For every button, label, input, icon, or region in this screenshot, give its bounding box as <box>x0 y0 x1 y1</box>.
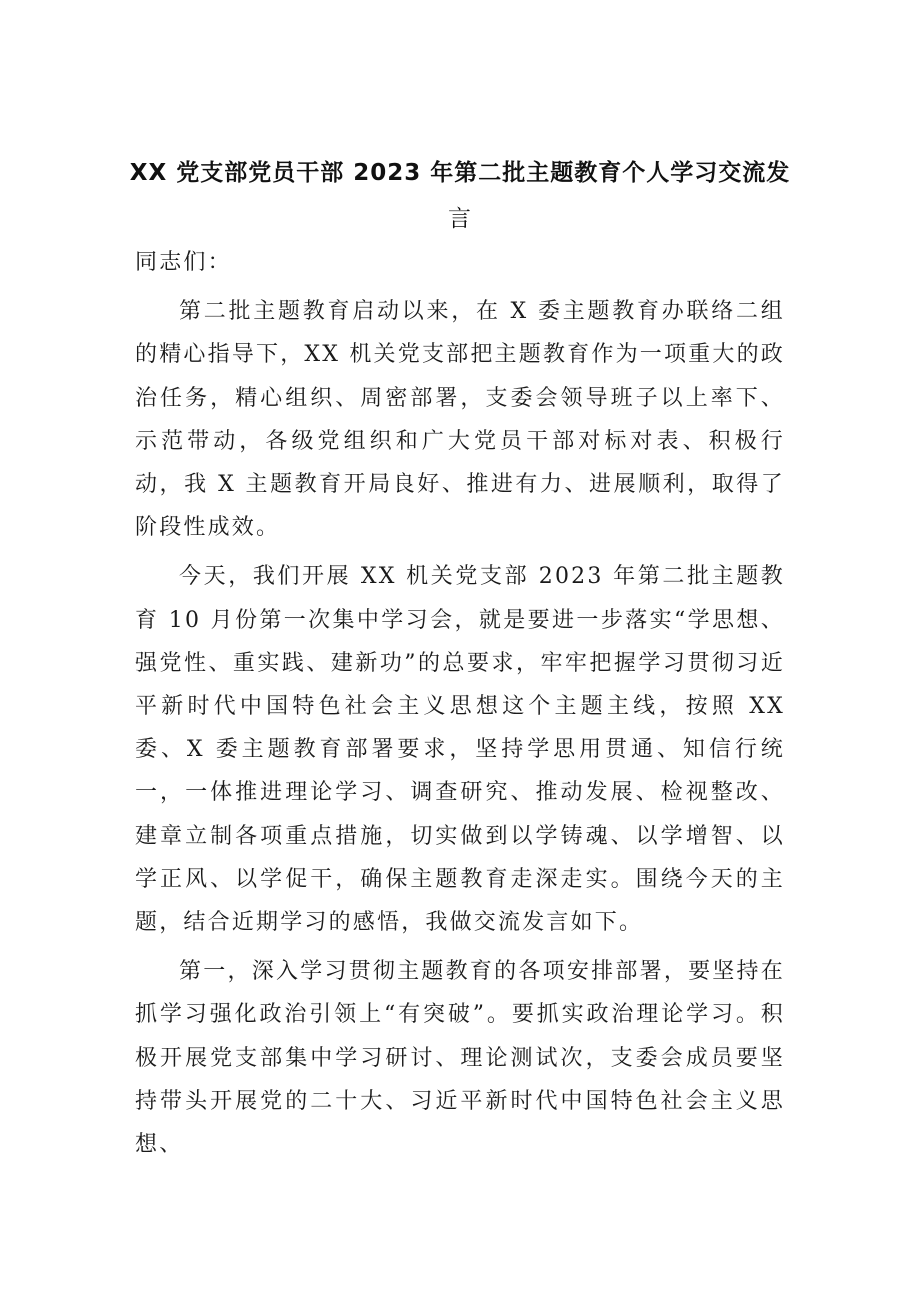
document-title <box>110 150 810 242</box>
salutation: 同志们： <box>135 250 232 275</box>
title-line-2: 言 <box>448 206 472 232</box>
document-body <box>135 241 785 1166</box>
title-line-1: XX 党支部党员干部 2023 年第二批主题教育个人学习交流发 <box>129 160 791 186</box>
paragraph-3: 第一，深入学习贯彻主题教育的各项安排部署，要坚持在抓学习强化政治引领上“有突破”。要抓实政治理论学习。积极开展党支部集中学习研讨、理论测试次，支委会成员要坚持带头开展党的二十大、习近平新时代中国特色社会主义思想、 <box>135 959 785 1158</box>
paragraph-1: 第二批主题教育启动以来，在 X 委主题教育办联络二组的精心指导下，XX 机关党支部把主题教育作为一项重大的政治任务，精心组织、周密部署，支委会领导班子以上率下、示范带动，各级党组织和广大党员干部对标对表、积极行动，我 X 主题教育开局良好、推进有力、进展顺利，取得了阶段性成效。 <box>135 299 785 541</box>
paragraph-2: 今天，我们开展 XX 机关党支部 2023 年第二批主题教育 10 月份第一次集中学习会，就是要进一步落实“学思想、强党性、重实践、建新功”的总要求，牢牢把握学习贯彻习近平新时代中国特色社会主义思想这个主题主线，按照 XX 委、X 委主题教育部署要求，坚持学思用贯通、知信行统一，一体推进理论学习、调查研究、推动发展、检视整改、建章立制各项重点措施，切实做到以学铸魂、以学增智、以学正风、以学促干，确保主题教育走深走实。围绕今天的主题，结合近期学习的感悟，我做交流发言如下。 <box>135 564 785 936</box>
